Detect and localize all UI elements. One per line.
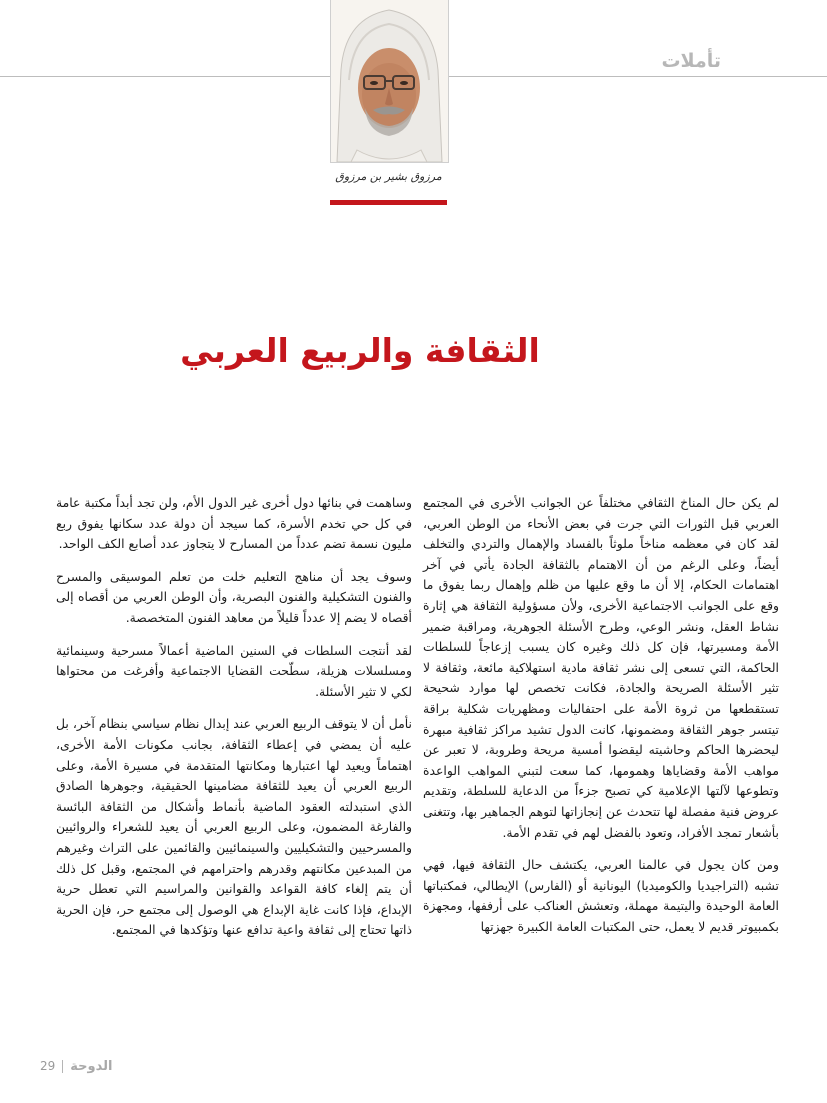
author-portrait-illustration <box>331 0 448 162</box>
magazine-name: الدوحة <box>70 1058 113 1074</box>
paragraph: نأمل أن لا يتوقف الربيع العربي عند إبدال نظام سياسي بنظام آخر، بل عليه أن يمضي في إعطاء الثقافة، بجانب مكونات الأمة الأخرى، اهتماماً ويعيد لها اعتبارها ومكانتها المتقدمة في مسيرة الأمة، وعلى الربيع العربي أن يعيد للثقافة مضامينها الحقيقية، وجوهرها الصادق الذي استبدلته العقود الماضية بأنماط وأشكال من الثقافة البائسة والفارغة المضمون، وعلى الربيع العربي أن يعيد للشعراء والروائيين والمسرحيين والتشكيليين والسينمائيين والقائمين على التراث وغيرهم من المبدعين مكانتهم وقدرهم واحترامهم في المجتمع، وقبل كل ذلك أن يتم إلغاء كافة القواعد والقوانين والمراسيم التي تعطل حرية الإبداع، فإذا كانت غاية الإبداع هي الوصول إلى مجتمع حر، فإن الحرية ذاتها تحتاج إلى ثقافة واعية تدافع عنها وتؤكدها في المجتمع. <box>56 716 412 938</box>
paragraph: وسوف يجد أن مناهج التعليم خلت من تعلم الموسيقى والمسرح والفنون التشكيلية والفنون البصرية، وأن الوطن العربي من أقصاه إلى أقصاه لا يضم إلا عدداً قليلاً من معاهد الفنون المتخصصة. <box>56 568 412 625</box>
footer-divider <box>62 1060 63 1073</box>
paragraph: لقد أنتجت السلطات في السنين الماضية أعمالاً مسرحية وسينمائية ومسلسلات هزيلة، سطّحت القضايا الاجتماعية وأفرغت من محتواها لكي لا تثير الأسئلة. <box>56 642 412 699</box>
author-accent-rule <box>330 200 447 205</box>
article-title: الثقافة والربيع العربي <box>180 331 540 370</box>
article-column-right <box>423 493 779 937</box>
page-number: 29 <box>40 1059 56 1073</box>
paragraph: وساهمت في بنائها دول أخرى غير الدول الأم، ولن تجد أبداً مكتبة عامة في كل حي تخدم الأسرة، كما سيجد أن دولة عدد سكانها يفوق ربع مليون نسمة تضم عدداً من المسارح لا يتجاوز عدد أصابع الكف الواحد. <box>56 495 412 552</box>
author-name: مرزوق بشير بن مرزوق <box>335 170 442 183</box>
page-footer <box>40 1056 112 1076</box>
paragraph: ومن كان يجول في عالمنا العربي، يكتشف حال الثقافة فيها، فهي تشبه (التراجيديا والكوميديا) اليونانية أو (الفارس) الإيطالي، فمكتباتها العامة الوحيدة واليتيمة مهملة، وتعشش العناكب على أرففها، ومجهزة بكمبيوتر قديم لا يعمل، حتى المكتبات العامة الكبيرة جهزتها <box>423 857 779 934</box>
paragraph: لم يكن حال المناخ الثقافي مختلفاً عن الجوانب الأخرى في المجتمع العربي قبل الثورات التي جرت في بعض الأنحاء من الوطن العربي، لقد كان في معظمه مناخاً ملوثاً بالفساد والإهمال والتردي والتخلف أيضاً، وعلى الرغم من أن الاهتمام بالثقافة الجادة يأتي في آخر اهتمامات الحكام، إلا أن ما وقع عليها من ظلم وإهمال ربما يفوق ما وقع على الجوانب الاجتماعية الأخرى، ولأن مسؤولية الثقافة هي إثارة نشاط العقل، ونشر الوعي، وطرح الأسئلة الجوهرية، ومراقبة ضمير الأمة ومسيرتها، فإن كل ذلك وغيره كان يسبب إزعاجاً للسلطات الحاكمة، التي تسعى إلى نشر ثقافة مادية استهلاكية مائعة، وثقافة لا تثير الأسئلة الصريحة والجادة، فكانت تخصص لها موارد شحيحة تستقطعها من ثروة الأمة على احتفاليات ومظهريات شكلية براقة تيتسر جوهر الثقافة ومضمونها، كانت الدول تشيد مراكز ثقافية مبهرة ليحضرها الحاكم وحاشيته ليقضوا أمسية مريحة وطروبة، لا تعبر عن مواهب الأمة وقضاياها وهمومها، كما سعت لتبني المواهب الواعدة وتطوعها لآلتها الإعلامية كي تصبح جزءاً من الدعاية للسلطة، وتقديم عروض فنية مفصلة لها تتحدث عن إنجازاتها لتوهم الجماهير بها، وتتغنى بأشعار تمجد الأفراد، وتعود بالفضل لهم في تقدم الأمة. <box>423 495 779 840</box>
section-label: تأملات <box>661 50 721 72</box>
article-column-left <box>56 493 412 941</box>
author-portrait <box>330 0 449 163</box>
